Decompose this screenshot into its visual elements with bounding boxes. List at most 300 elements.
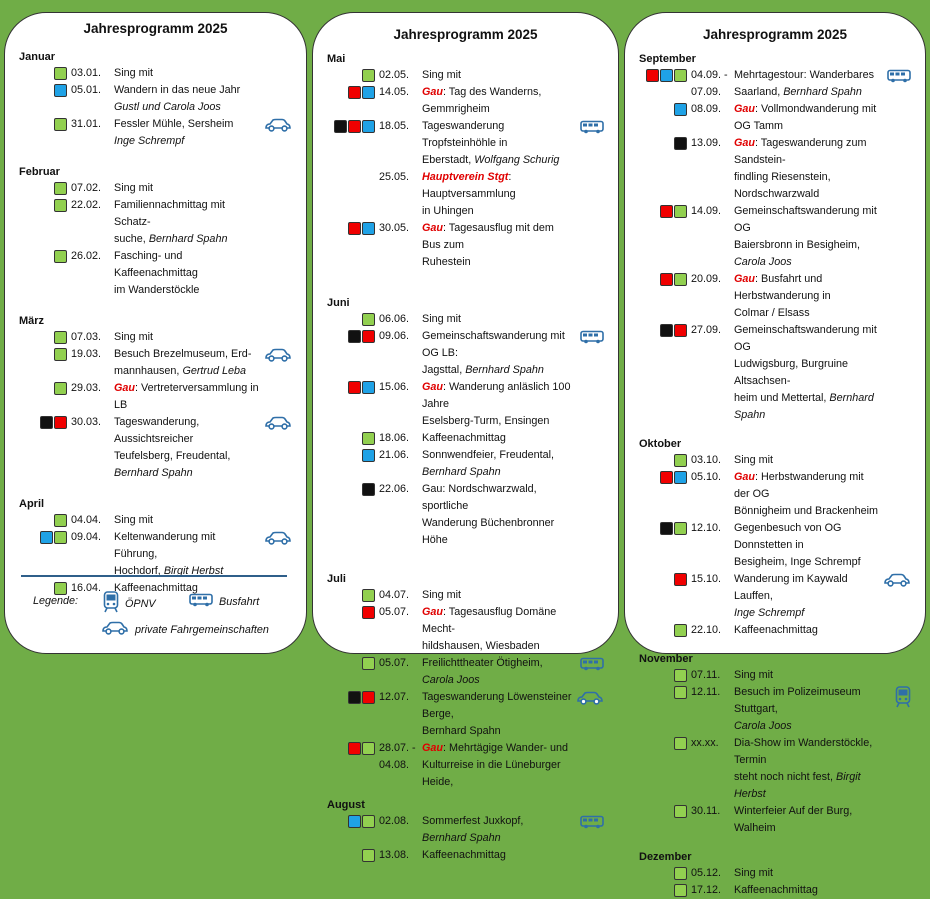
program-entry [327,847,604,864]
entry-description [114,197,260,248]
leader-name: Bernhard Spahn [465,364,544,376]
category-markers [639,667,691,682]
entry-date: 03.01. [71,67,102,79]
entry-description [734,865,879,882]
category-blue-marker [348,815,361,828]
car-icon [572,689,604,705]
icon-spacer [879,135,911,137]
icon-spacer [572,67,604,69]
category-blue-marker [362,449,375,462]
entry-description [734,271,879,322]
entry-date: 04.09. - 07.09. [691,69,728,98]
leader-name: Carola Joos [734,720,792,732]
month-heading: Dezember [639,851,692,863]
program-entry [639,735,911,803]
bus-icon [572,813,604,829]
category-markers [19,248,71,263]
category-green-marker [674,205,687,218]
program-entry [327,587,604,604]
entry-description [734,67,879,101]
icon-spacer [572,481,604,483]
page-title: Jahresprogramm 2025 [83,21,228,36]
category-green-marker [674,273,687,286]
entry-text: : Mehrtägige Wander- und Kulturreise in die Lüneburger Heide, [422,742,569,788]
legend-bus: Busfahrt [219,595,260,608]
entry-date: 29.03. [71,382,102,394]
category-black-marker [348,330,361,343]
icon-spacer [572,430,604,432]
month-heading: Oktober [639,438,682,450]
page-title: Jahresprogramm 2025 [393,27,538,42]
category-markers [327,481,379,496]
entry-description [734,571,879,622]
program-entry [327,311,604,328]
icon-spacer [260,65,292,67]
category-green-marker [362,815,375,828]
category-blue-marker [362,86,375,99]
category-green-marker [674,454,687,467]
program-entry [327,481,604,549]
legend-car: private Fahrgemeinschaften [135,623,269,636]
category-markers [639,865,691,880]
month-heading: September [639,53,696,65]
entry-description [422,328,572,379]
program-entry [19,65,292,82]
organizer-label: Gau [422,742,443,754]
leader-name: Bernhard Spahn [734,392,874,421]
category-blue-marker [54,84,67,97]
entry-date: 25.05. [379,171,410,183]
icon-spacer [879,865,911,867]
entry-date: 22.02. [71,199,102,211]
entry-text: Gemeinschaftswanderung mit OG Ludwigsburg, Burgruine Altsachsen- heim und Mettertal, [734,324,877,404]
category-green-marker [674,522,687,535]
entry-text: Sing mit [422,589,462,601]
month-heading: Februar [19,166,60,178]
icon-spacer [572,447,604,449]
program-entry [19,529,292,580]
entry-text: Familiennachmittag mit Schatz- suche, [114,199,226,245]
entry-date: 20.09. [691,273,722,285]
entry-text: Tageswanderung, Aussichtsreicher Teufelsberg, Freudental, [114,416,231,462]
entry-date: 22.06. [379,483,410,495]
entry-date: 04.04. [71,514,102,526]
entry-description [114,414,260,482]
entry-description [114,180,260,197]
program-entry [327,328,604,379]
category-markers [327,655,379,670]
entry-description [422,689,572,740]
entry-date: 30.11. [691,805,721,817]
program-entry [639,203,911,271]
month-heading: November [639,653,693,665]
entry-text: Sing mit [734,669,774,681]
entry-date: 05.01. [71,84,102,96]
car-icon [879,571,911,587]
entry-date: 12.07. [379,691,410,703]
entry-description [734,882,879,899]
category-markers [327,813,379,828]
organizer-label: Hauptverein Stgt [422,171,509,183]
category-green-marker [362,69,375,82]
car-icon [101,621,129,638]
leader-name: Bernhard Spahn [422,832,501,844]
category-markers [639,135,691,150]
entry-description [114,329,260,346]
organizer-label: Gau [422,606,443,618]
entry-date: 09.06. [379,330,410,342]
organizer-label: Gau [422,381,443,393]
program-entry [327,169,604,220]
category-green-marker [674,867,687,880]
category-markers [327,740,379,755]
organizer-label: Gau [422,222,443,234]
entry-text: Tageswanderung Tropfsteinhöhle in Eberstadt, [422,120,508,166]
category-red-marker [348,222,361,235]
month-heading: Juni [327,297,350,309]
category-markers [327,118,379,133]
category-blue-marker [40,531,53,544]
category-green-marker [54,250,67,263]
category-green-marker [54,348,67,361]
car-icon [260,116,292,132]
entry-text: Gemeinschaftswanderung mit OG LB: Jagsttal, [422,330,565,376]
category-red-marker [348,381,361,394]
category-markers [639,452,691,467]
leader-name: Inge Schrempf [114,135,185,147]
category-green-marker [362,742,375,755]
program-entry [19,116,292,150]
entry-text: Sing mit [422,313,462,325]
leader-name: Bernhard Spahn [422,466,501,478]
entry-date: 18.05. [379,120,410,132]
entry-date: 07.03. [71,331,102,343]
category-red-marker [660,273,673,286]
category-markers [327,220,379,235]
program-entry [19,82,292,116]
category-red-marker [646,69,659,82]
month-heading: März [19,315,45,327]
entry-date: 05.07. [379,606,410,618]
entry-text: Kaffeenachmittag [734,884,818,896]
icon-spacer [572,740,604,742]
train-icon [103,591,119,616]
leader-name: Gustl und Carola Joos [114,101,221,113]
leader-name: Inge Schrempf [734,607,805,619]
car-icon [260,346,292,362]
category-green-marker [674,669,687,682]
entry-text: : Tagesausflug Domäne Mecht- hildshausen, Wiesbaden [422,606,557,652]
entry-text: Gemeinschaftswanderung mit OG Baiersbronn in Besigheim, [734,205,877,251]
category-black-marker [660,324,673,337]
entry-date: 05.10. [691,471,722,483]
car-icon [260,529,292,545]
category-red-marker [362,606,375,619]
entry-description [422,604,572,655]
entry-description [114,248,260,299]
entry-description [114,82,260,116]
entry-text: Tageswanderung Löwensteiner Berge, Bernhard Spahn [422,691,572,737]
category-green-marker [54,382,67,395]
program-entry [639,67,911,101]
icon-spacer [572,587,604,589]
entry-description [734,667,879,684]
program-entry [639,322,911,424]
entry-description [734,452,879,469]
column-september-december [624,12,926,896]
entry-date: 17.12. [691,884,722,896]
program-entry [639,622,911,639]
entry-text: Keltenwanderung mit Führung, Hochdorf, [114,531,216,577]
leader-name: Bernhard Spahn [783,86,862,98]
category-markers [327,328,379,343]
entry-text: Besuch im Polizeimuseum Stuttgart, [734,686,861,715]
category-markers [19,197,71,212]
program-entry [639,882,911,899]
organizer-label: Gau [734,471,755,483]
icon-spacer [572,169,604,171]
bus-icon [879,67,911,83]
entry-date: 07.11. [691,669,721,681]
category-markers [19,512,71,527]
bus-icon [572,328,604,344]
category-blue-marker [362,381,375,394]
entry-text: Dia-Show im Wanderstöckle, Termin steht noch nicht fest, [734,737,873,783]
organizer-label: Gau [114,382,135,394]
leader-name: Birgit Herbst [163,565,224,577]
category-green-marker [362,657,375,670]
entry-text: Sommerfest Juxkopf, [422,815,524,827]
category-markers [639,271,691,286]
entry-date: 15.06. [379,381,410,393]
category-green-marker [674,624,687,637]
leader-name: Birgit Herbst [734,771,861,800]
entry-date: 16.04. [71,582,102,594]
category-blue-marker [674,471,687,484]
entry-description [114,65,260,82]
program-entry [327,655,604,689]
entry-description [422,220,572,271]
entry-text: : Herbstwanderung mit der OG Bönnigheim und Brackenheim [734,471,879,517]
category-green-marker [362,432,375,445]
entry-date: 30.03. [71,416,102,428]
entry-description [734,135,879,203]
category-markers [639,101,691,116]
program-entry [19,197,292,248]
category-green-marker [362,849,375,862]
entry-date: xx.xx. [691,737,719,749]
entry-description [734,469,879,520]
entry-date: 28.07. - 04.08. [379,742,416,771]
month-heading: August [327,799,365,811]
program-entry [639,271,911,322]
entry-description [734,735,879,803]
icon-spacer [879,520,911,522]
icon-spacer [879,101,911,103]
entry-description [734,101,879,135]
icon-spacer [879,735,911,737]
icon-spacer [879,622,911,624]
category-markers [327,604,379,619]
program-entry [639,452,911,469]
bus-icon [572,655,604,671]
entry-description [422,740,572,791]
entry-date: 30.05. [379,222,410,234]
program-entry [19,180,292,197]
icon-spacer [260,512,292,514]
program-entry [639,667,911,684]
category-markers [327,847,379,862]
category-red-marker [362,691,375,704]
category-markers [19,65,71,80]
category-markers [19,380,71,395]
leader-name: Carola Joos [422,674,480,686]
category-red-marker [674,324,687,337]
icon-spacer [260,248,292,250]
entry-text: Kaffeenachmittag [422,432,506,444]
category-blue-marker [674,103,687,116]
entry-text: Sing mit [734,867,774,879]
entry-text: Sing mit [114,67,154,79]
entry-text: Kaffeenachmittag [422,849,506,861]
program-entry [19,380,292,414]
program-entry [19,414,292,482]
entry-date: 26.02. [71,250,102,262]
category-green-marker [362,589,375,602]
entry-text: Fasching- und Kaffeenachmittag im Wanderstöckle [114,250,200,296]
entry-text: : Tag des Wanderns, Gemmrigheim [422,86,542,115]
category-markers [19,82,71,97]
entry-description [734,803,879,837]
category-blue-marker [660,69,673,82]
category-markers [327,587,379,602]
entry-date: 21.06. [379,449,410,461]
program-entry [327,813,604,847]
category-red-marker [348,120,361,133]
category-markers [327,447,379,462]
entry-description [422,169,572,220]
entry-date: 13.09. [691,137,722,149]
icon-spacer [879,452,911,454]
entry-description [422,311,572,328]
icon-spacer [879,882,911,884]
category-black-marker [348,691,361,704]
icon-spacer [879,322,911,324]
entry-text: Sing mit [114,514,154,526]
category-markers [327,689,379,704]
category-black-marker [660,522,673,535]
program-entry [19,248,292,299]
icon-spacer [879,803,911,805]
entry-text: Wanderung im Kaywald Lauffen, [734,573,848,602]
leader-name: Wolfgang Schurig [474,154,560,166]
category-markers [639,520,691,535]
entry-description [422,587,572,604]
entry-description [422,84,572,118]
program-entry [327,740,604,791]
category-markers [19,116,71,131]
entry-date: 22.10. [691,624,722,636]
icon-spacer [572,311,604,313]
category-markers [639,571,691,586]
program-entry [19,329,292,346]
category-markers [327,311,379,326]
category-markers [639,322,691,337]
column-may-august [312,12,619,861]
category-green-marker [54,531,67,544]
entry-description [114,346,260,380]
entry-date: 18.06. [379,432,410,444]
month-heading: April [19,498,45,510]
program-entry [327,118,604,169]
entry-date: 19.03. [71,348,102,360]
legend-label: Legende: [33,595,79,607]
category-blue-marker [362,120,375,133]
icon-spacer [260,329,292,331]
entry-text: Sing mit [734,454,774,466]
category-markers [327,169,379,171]
entry-text: Kaffeenachmittag [734,624,818,636]
category-red-marker [674,573,687,586]
category-red-marker [54,416,67,429]
icon-spacer [260,380,292,382]
entry-description [114,512,260,529]
entry-description [734,520,879,571]
icon-spacer [879,271,911,273]
category-markers [327,379,379,394]
entry-text: : Busfahrt und Herbstwanderung in Colmar / Elsass [734,273,831,319]
icon-spacer [879,203,911,205]
category-green-marker [54,182,67,195]
entry-text: : Vertreterversammlung in LB [114,382,259,411]
month-heading: Januar [19,51,56,63]
icon-spacer [260,580,292,582]
program-entry [327,447,604,481]
column-january-april [4,12,307,654]
category-markers [639,803,691,818]
month-heading: Juli [327,573,346,585]
category-green-marker [54,514,67,527]
entry-text: Wandern in das neue Jahr [114,84,241,96]
icon-spacer [572,379,604,381]
category-black-marker [674,137,687,150]
icon-spacer [572,84,604,86]
entry-date: 05.12. [691,867,722,879]
legend [33,591,293,651]
program-entry [639,101,911,135]
category-markers [639,684,691,699]
category-red-marker [660,471,673,484]
category-markers [19,329,71,344]
entry-text: Winterfeier Auf der Burg, Walheim [734,805,853,834]
entry-text: Gegenbesuch von OG Donnstetten in Besigheim, Inge Schrempf [734,522,861,568]
icon-spacer [260,180,292,182]
entry-description [422,655,572,689]
entry-description [422,447,572,481]
category-green-marker [674,805,687,818]
category-green-marker [54,331,67,344]
organizer-label: Gau [734,103,755,115]
category-markers [19,180,71,195]
category-markers [327,67,379,82]
entry-text: : Hauptversammlung in Uhingen [422,171,516,217]
entry-date: 12.10. [691,522,722,534]
program-entry [639,469,911,520]
entry-text: Freilichttheater Ötigheim, [422,657,543,669]
entry-description [422,118,572,169]
entry-text: Sonnwendfeier, Freudental, [422,449,555,461]
entry-date: 05.07. [379,657,410,669]
